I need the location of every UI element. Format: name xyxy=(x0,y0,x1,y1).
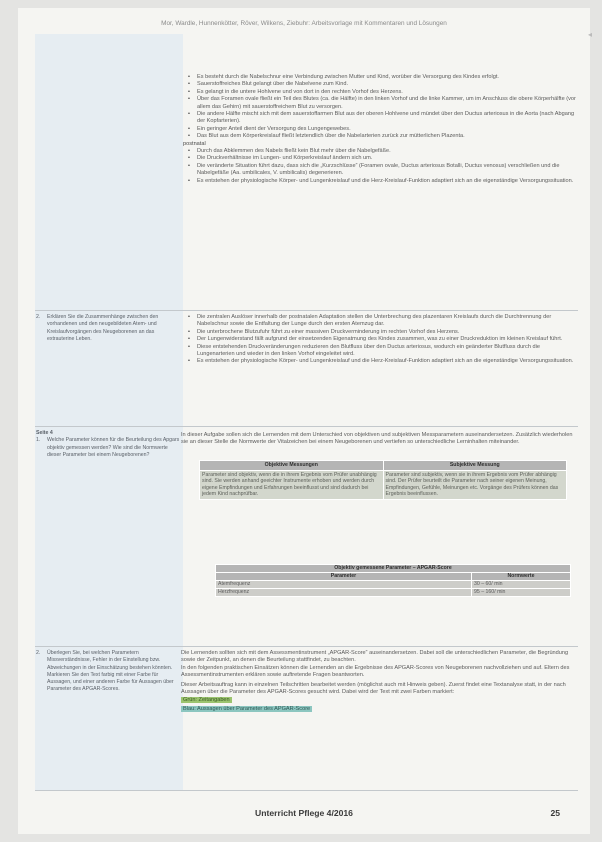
list-item: • Ein geringer Anteil dient der Versorgung des Lungengewebes. xyxy=(181,126,579,133)
table-title: Objektiv gemessene Parameter – APGAR-Score xyxy=(216,565,571,573)
question-text: Welche Parameter können für die Beurteilung des Apgars objektiv gemessen werden? Wie sind die Normwerte dieser Parameter bei einem Neugeborenen? xyxy=(47,437,180,458)
list-item: • Es besteht durch die Nabelschnur eine Verbindung zwischen Mutter und Kind, worüber die Versorgung des Kindes erfolgt. xyxy=(181,74,579,81)
measurement-table xyxy=(199,460,567,500)
list-item: • Durch das Abklemmen des Nabels fließt kein Blut mehr über die Nabelgefäße. xyxy=(181,148,579,155)
question-text: Überlegen Sie, bei welchen Parametern Missverständnisse, Fehler in der Einstellung bzw. Abweichungen in der Einschätzung bestehen könnten. Markieren Sie den Text farbig mit einer Farbe für Aussagen, und einer anderen Farbe für Aussagen über Parameter des APGAR-Scores. xyxy=(47,650,174,693)
journal-title: Unterricht Pflege 4/2016 xyxy=(255,808,353,818)
list-item: • Die veränderte Situation führt dazu, dass sich die „Kurzschlüsse“ (Foramen ovale, Ductus arteriosus Botalli, Ductus venosus) verschließen und die Nabelgefäße (Aa. umbilicales, V. umbilicalis) degenerieren. xyxy=(181,163,579,178)
list-item: • Sauerstoffreiches Blut gelangt über die Nabelvene zum Kind. xyxy=(181,81,579,88)
table-cell: Parameter sind objektiv, wenn die in ihrem Ergebnis vom Prüfer unabhängig sind. Sie werden anhand geeichter Instrumente erhoben und werden durch eigene Empfindungen und Erfahrungen beeinflusst und sind dadurch bei jedem Kind nachprüfbar. xyxy=(200,470,384,499)
highlight-green: Grün: Zeitangaben xyxy=(183,697,230,704)
section-divider xyxy=(35,426,578,427)
table-row xyxy=(216,581,571,589)
table-row xyxy=(216,589,571,597)
table-cell: 30 – 60/ min xyxy=(472,581,571,589)
prenatal-bullets xyxy=(181,74,579,185)
table-header: Subjektive Messung xyxy=(383,461,567,471)
list-item: • Es entstehen der physiologische Körper- und Lungenkreislauf und die Herz-Kreislauf-Funktion adaptiert sich an die eigenständige Versorgungssituation. xyxy=(181,178,579,185)
list-item: • Diese entstehenden Druckveränderungen reduzieren den Blutfluss über den Ductus arteriosus, wodurch ein geänderter Blutfluss durch die Lungenarterien und wieder in den linken Vorhof eingeleitet wird. xyxy=(181,344,579,359)
table-cell: 95 – 160/ min xyxy=(472,589,571,597)
table-cell: Atemfrequenz xyxy=(216,581,472,589)
postnatal-list xyxy=(181,148,579,185)
list-item: • Die andere Hälfte mischt sich mit dem sauerstoffarmen Blut aus der oberen Hohlvene und mündet über den Ductus arteriosus in die Aorta (nach Abgang der Kopfarterien). xyxy=(181,111,579,126)
question-number: 2. xyxy=(36,650,41,656)
paragraph: Dieser Arbeitsauftrag kann in einzelnen Teilschritten bearbeitet werden (möglichst auch mit Hinweis geben). Zuerst findet eine Textanalyse statt, in der nach Aussagen über die Parameter des APGAR-Scores gesucht wird. Dabei wird der Text mit zwei Farben markiert: xyxy=(181,681,566,696)
section-heading: Seite 4 xyxy=(36,430,53,436)
list-item: • Die Druckverhältnisse im Lungen- und Körperkreislauf ändern sich um. xyxy=(181,155,579,162)
paragraph: Die Lernenden sollten sich mit dem Assessmentinstrument „APGAR-Score“ auseinandersetzen. Dabei soll die unterschiedlichen Parameter, die Begründung sowie der Zeitpunkt, an denen die Beurteilung stattfindet, zu beachten. xyxy=(181,650,569,664)
paragraph: In den folgenden praktischen Einsätzen können die Lernenden an die Ergebnisse des APGAR-Scores von Neugeborenen nachvollziehen und auf. Eltern des Assessmentinstrumenten erklären sowie auftretende Fragen beantworten. xyxy=(181,664,570,679)
section-divider xyxy=(35,646,578,647)
section-divider xyxy=(35,790,578,791)
question-2-adaptation xyxy=(36,314,180,343)
table-cell: Parameter sind subjektiv, wenn sie in ihrem Ergebnis vom Prüfer abhängig sind. Der Prüfer beurteilt die Parameter nach seiner eigenen Meinung, Empfindungen, Gefühle, Meinungen etc. Vorgänge des Prüfers können das Ergebnis beeinflussen. xyxy=(383,470,567,499)
table-header: Parameter xyxy=(216,573,472,581)
question-seite4-2 xyxy=(36,650,180,694)
table-header: Normwerte xyxy=(472,573,571,581)
question-seite4-1 xyxy=(36,430,180,459)
question-text: Erklären Sie die Zusammenhänge zwischen den vorhandenen und den neugebildeten Atem- und Kreislaufvorgängen des Neugeborenen an das extrauterine Leben. xyxy=(47,314,159,342)
list-item: • Es entstehen der physiologische Körper- und Lungenkreislauf und die Herz-Kreislauf-Funktion adaptiert sich an die eigenständige Versorgungssituation. xyxy=(181,358,579,365)
list-item: • Über das Foramen ovale fließt ein Teil des Blutes (ca. die Hälfte) in den linken Vorhof und die linke Kammer, um im Anschluss die obere Körperhälfte (vor allem das Gehirn) mit sauerstoffreichem Blut zu versorgen. xyxy=(181,96,579,111)
table-header: Objektive Messungen xyxy=(200,461,384,471)
postnatal-label: postnatal xyxy=(183,140,206,147)
list-item: • Es gelangt in die untere Hohlvene und von dort in den rechten Vorhof des Herzens. xyxy=(181,89,579,96)
list-item: • Das Blut aus dem Körperkreislauf fließt letztendlich über die Nabelarterien zurück zur mütterlichen Plazenta. xyxy=(181,133,579,140)
question-number: 1. xyxy=(36,437,41,444)
adaptation-bullets xyxy=(181,314,579,366)
apgar-parameter-table xyxy=(215,564,571,597)
question-number: 2. xyxy=(36,314,41,320)
section-divider xyxy=(35,310,578,311)
table-cell: Herzfrequenz xyxy=(216,589,472,597)
highlight-teal: Blau: Aussagen über Parameter des APGAR-Score xyxy=(183,705,311,712)
page-number: 25 xyxy=(550,808,560,818)
list-item: • Die unterbrochene Blutzufuhr führt zu einer massiven Druckverminderung im rechten Vorhof des Herzens. xyxy=(181,329,579,336)
adaptation-list xyxy=(181,314,579,366)
paragraph: In dieser Aufgabe sollen sich die Lernenden mit dem Unterschied von objektiven und subjektiven Messparametern auseinandersetzen. Zusätzlich wiederholen sie an dieser Stelle die Normwerte der Vitalzeichen bei einem Neugeborenen und vertiefen so unterschiedliche Lerninhalten miteinander. xyxy=(181,432,573,446)
page-corner-mark: ◂ xyxy=(587,30,592,39)
running-header: Mor, Wardle, Hunnenkötter, Röver, Wilkens, Ziebuhr: Arbeitsvorlage mit Kommentaren und Lösungen xyxy=(161,20,447,27)
apgar-intro xyxy=(181,432,579,447)
list-item: • Der Lungenwiderstand fällt aufgrund der einsetzenden Eigenatmung des Kindes zusammen, was zu einer Druckreduktion im kleinen Kreislauf führt. xyxy=(181,336,579,343)
prenatal-list xyxy=(181,74,579,141)
apgar-task-text xyxy=(181,650,579,713)
document-page xyxy=(18,8,590,834)
list-item: • Die zentralen Auslöser innerhalb der postnatalen Adaptation stellen die Unterbrechung des plazentaren Kreislaufs durch die Durchtrennung der Nabelschnur sowie die Entfaltung der Lunge durch den ersten Atemzug dar. xyxy=(181,314,579,329)
